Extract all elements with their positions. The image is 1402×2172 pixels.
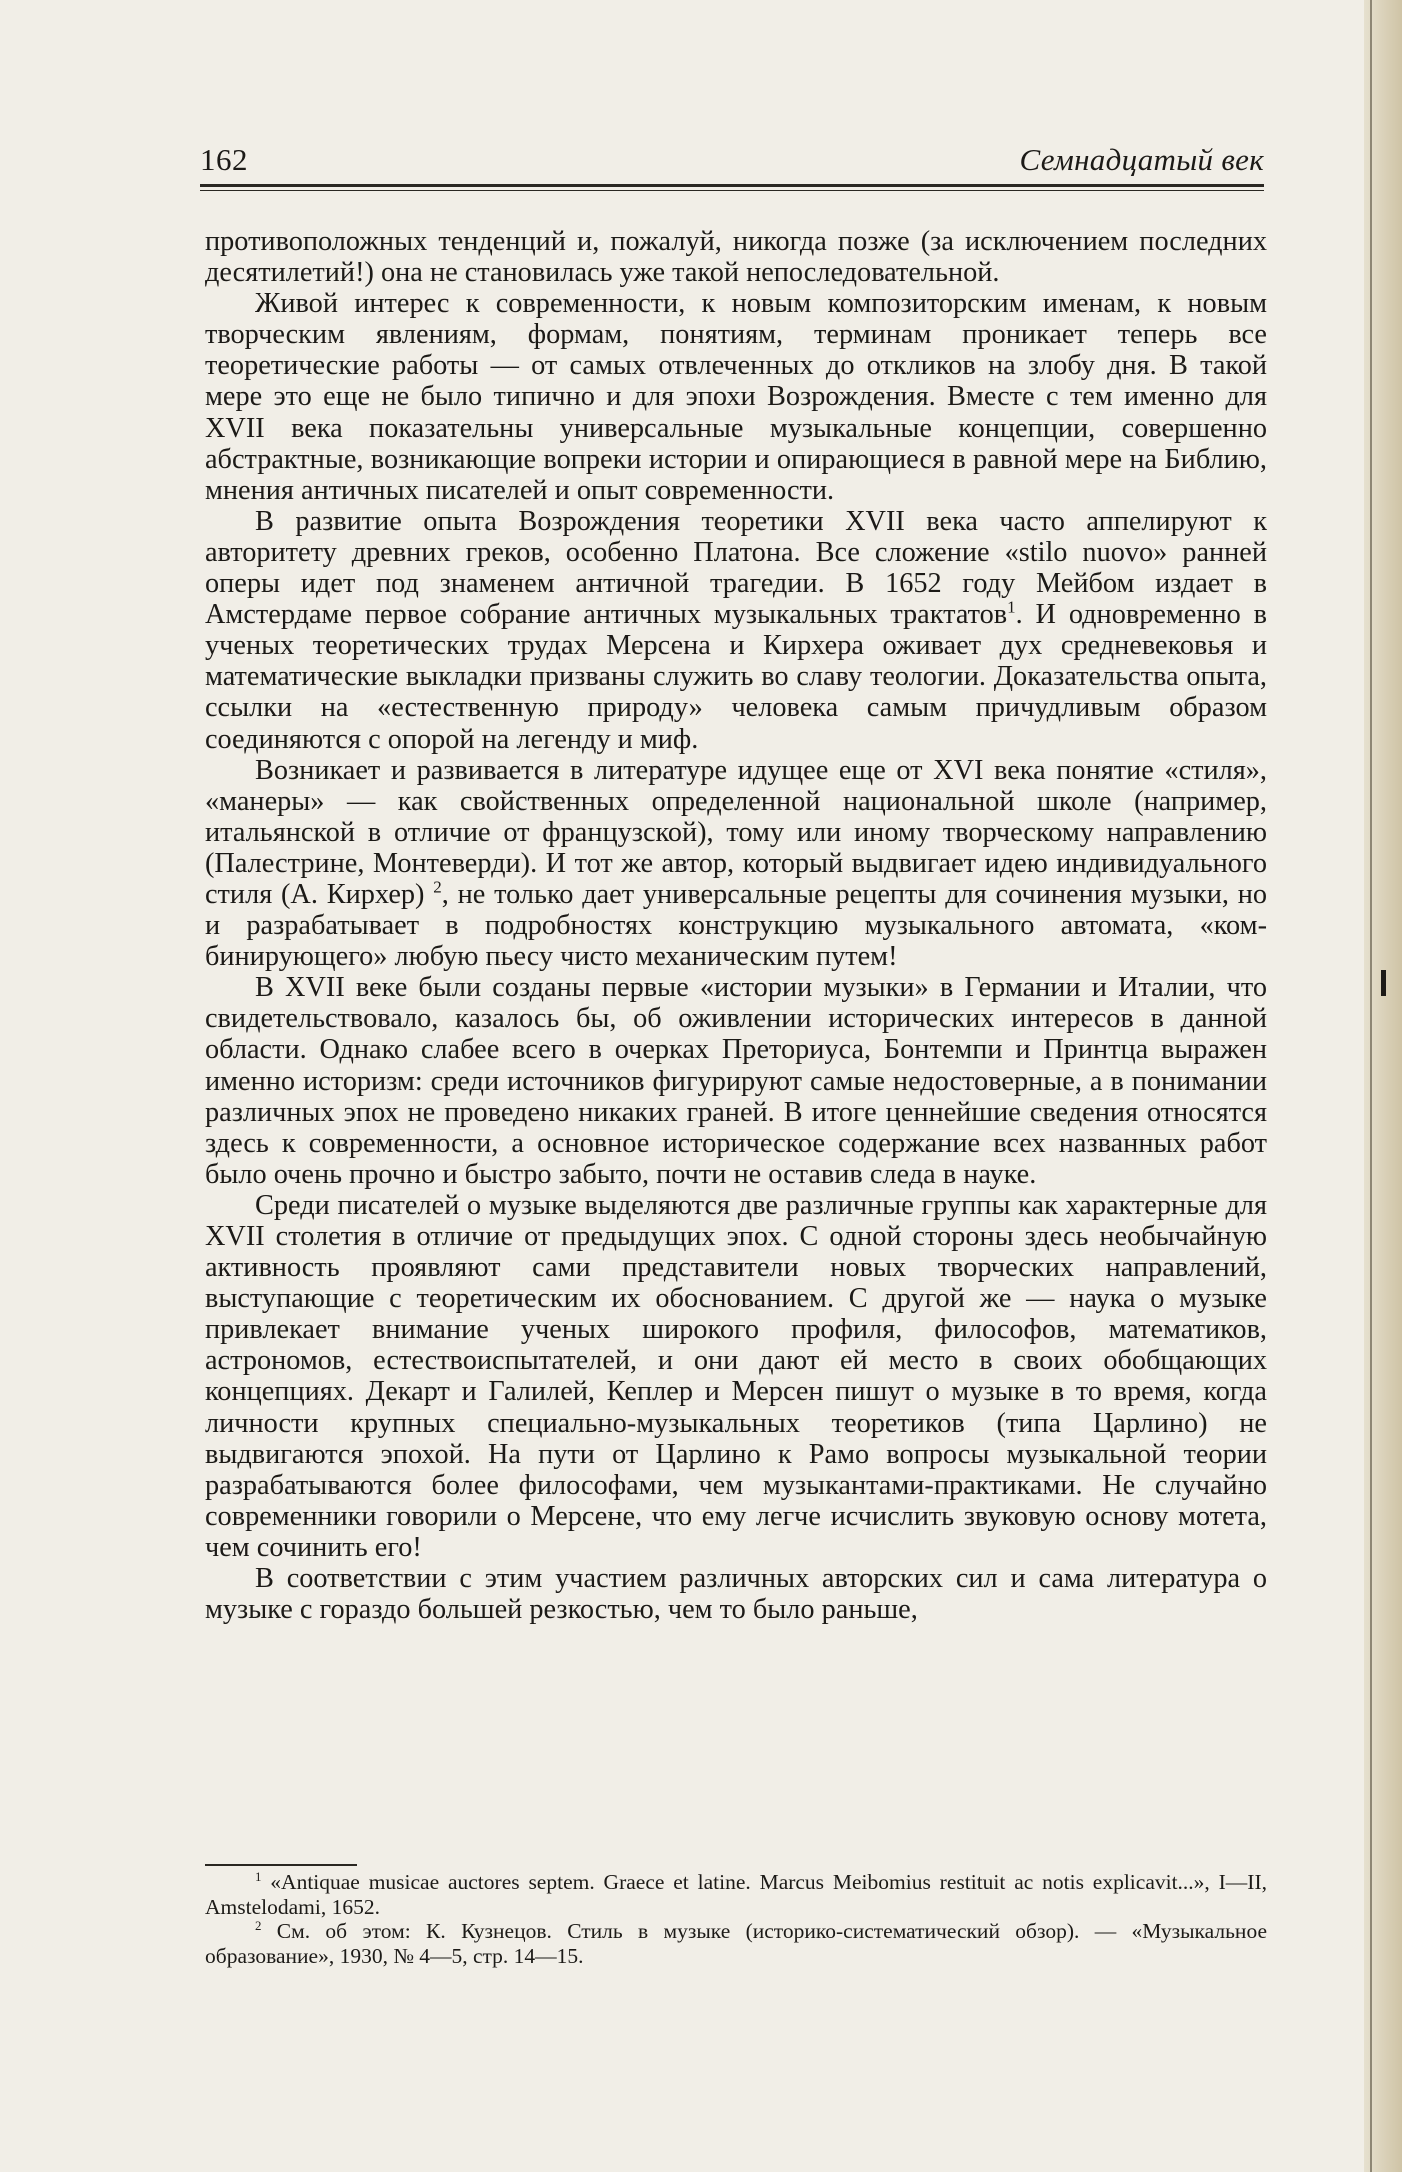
header-rule-thick [200,184,1264,187]
running-title: Семнадцатый век [1019,142,1264,177]
page-header [200,142,1264,186]
footnote-ref[interactable]: 1 [1007,597,1016,617]
footnote-mark: 2 [255,1918,262,1933]
paragraph: Живой интерес к современности, к новым композиторским именам, к новым творческим явлениям, формам, понятиям, терминам проникает теперь все теоретические работы — от самых отвлеченных до откликов на злобу дня. В такой мере это еще не было типично и для эпохи Возрождения. Вместе с тем именно для XVII века показательны универсальные музыкальные концепции, совершенно абстрактные, возникающие вопреки истории и опирающиеся в равной мере на Библию, мнения античных писателей и опыт современности. [205,288,1267,506]
footnote-text: См. об этом: К. Кузнецов. Стиль в музыке (историко-систематический обзор). — «Музыкальное образование», 1930, № 4—5, стр. 14—15. [205,1919,1267,1968]
paragraph-text: Возникает и развивается в литературе идущее еще от XVI века понятие «стиля», «манеры» — как свойственных определенной национальной школе (например, итальянской в отличие от французской), тому или иному творческому направлению (Палестрине, Монтеверди). И тот же автор, который выдвигает идею индивидуального стиля (А. Кирхер) [205,754,1267,910]
paragraph [205,506,1267,755]
footnote-ref[interactable]: 2 [433,877,442,897]
paragraph: Среди писателей о музыке выделяются две различные группы как характерные для XVII столетия в отличие от предыдущих эпох. С одной стороны здесь необычайную активность проявляют сами представители новых творческих направлений, выступающие с теоретическим их обоснованием. С другой же — наука о музыке привлекает внимание ученых широкого профиля, философов, математиков, астрономов, естествоиспытателей, и они дают ей место в своих обобщающих концепциях. Декарт и Галилей, Кеплер и Мерсен пишут о музыке в то время, когда личности крупных специально-музыкальных теоретиков (типа Царлино) не выдвигаются эпохой. На пути от Царлино к Рамо вопросы музыкальной теории разрабатываются более философами, чем музыкантами-практиками. Не случайно современники говорили о Мерсене, что ему легче исчислить звуковую основу мотета, чем сочинить его! [205,1189,1267,1563]
paragraph-text: , не только дает универсальные рецепты для сочинения музыки, но и разрабатывает в подробностях конструкцию музыкального автомата, «комбинирующего» любую пьесу чисто механическим путем! [205,878,1268,973]
margin-mark [1381,970,1386,996]
page-number: 162 [200,142,248,177]
footnotes [205,1870,1267,1968]
paragraph-text: В развитие опыта Возрождения теоретики XVII века часто аппелируют к авторитету древних греков, особенно Платона. Все сложение «stilo nuovo» ранней оперы идет под знаменем античной трагедии. В 1652 году Мейбом издает в Амстердаме первое собрание античных музыкальных трактатов [205,505,1267,631]
footnote [205,1870,1267,1919]
paragraph: В XVII веке были созданы первые «истории музыки» в Германии и Италии, что свидетельствовало, казалось бы, об оживлении исторических интересов в данной области. Однако слабее всего в очерках Преториуса, Бонтемпи и Принтца выражен именно историзм: среди источников фигурируют самые недостоверные, а в понимании различных эпох не проведено никаких граней. В итоге ценнейшие сведения относятся здесь к современности, а основное историческое содержание всех названных работ было очень прочно и быстро забыто, почти не оставив следа в науке. [205,972,1267,1190]
footnote [205,1919,1267,1968]
paragraph-text: . И одновременно в ученых теоретических трудах Мерсена и Кирхера оживает дух средневековья и математические выкладки призваны служить во славу теологии. Доказательства опыта, ссылки на «естественную природу» человека самым причудливым образом соединяются с опорой на легенду и миф. [205,599,1267,755]
body-text [205,226,1267,1625]
footnote-mark: 1 [255,1869,262,1884]
footnote-text: «Antiquae musicae auctores septem. Graece et latine. Marcus Meibomius restituit ac notis explicavit...», I—II, Amstelodami, 1652. [205,1870,1267,1919]
page-edge-line [1370,0,1372,2172]
paragraph: противоположных тенденций и, пожалуй, никогда позже (за исключением последних десятилетий!) она не становилась уже такой непоследовательной. [205,226,1267,289]
paragraph [205,755,1267,973]
footnote-rule [205,1864,357,1866]
paragraph: В соответствии с этим участием различных авторских сил и сама литература о музыке с гораздо большей резкостью, чем то было раньше, [205,1563,1267,1626]
header-rule-thin [200,190,1264,191]
